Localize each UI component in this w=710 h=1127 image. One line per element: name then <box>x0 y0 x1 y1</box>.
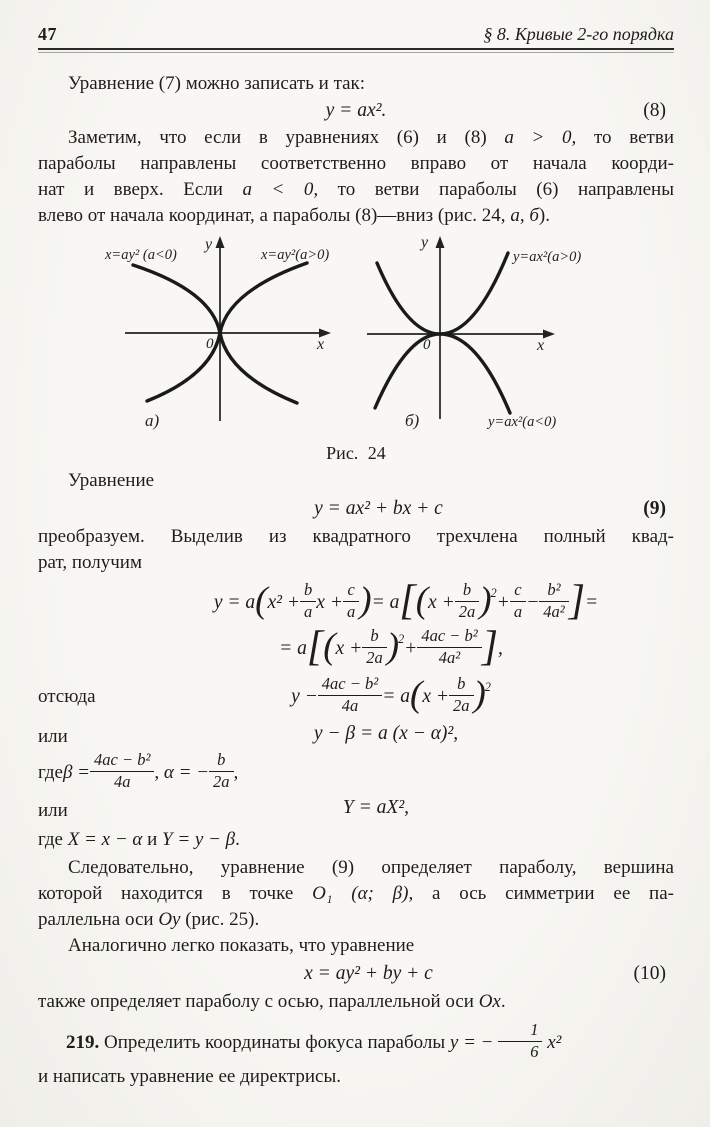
equation-body: Y = aX², <box>342 797 410 818</box>
numerator: b <box>304 579 313 599</box>
curve-label-a-negative: x=ay² (a<0) <box>105 247 177 263</box>
math-token: x + <box>316 592 343 613</box>
numerator: b <box>217 749 226 769</box>
denominator: 4a² <box>539 601 568 622</box>
math-token: y − <box>291 686 318 707</box>
fraction <box>498 1021 542 1062</box>
math-run: Ox <box>478 991 501 1012</box>
connective-word: или <box>38 726 68 747</box>
denominator: 2a <box>362 647 387 668</box>
text-run: (рис. 25). <box>180 909 260 930</box>
paragraph-line: Аналогично легко показать, что уравнение <box>68 935 415 956</box>
origin-label: 0 <box>423 337 431 353</box>
text-run: и <box>142 829 163 850</box>
math-token: = a <box>371 592 400 613</box>
fraction <box>417 627 481 668</box>
math-run: y = − <box>449 1031 499 1053</box>
paragraph-line <box>38 907 674 933</box>
paragraph <box>38 524 674 576</box>
fraction <box>300 581 316 622</box>
numerator: b <box>457 673 466 693</box>
math-token: + <box>496 592 510 613</box>
fraction <box>209 751 234 792</box>
math-token: + <box>404 638 418 659</box>
math-token: β = <box>62 762 90 783</box>
figure-24 <box>38 233 674 435</box>
equation-8-body: y = ax². <box>325 100 387 121</box>
paragraph-line <box>38 125 674 151</box>
text-run: а ось симметрии ее па- <box>413 883 674 904</box>
denominator: 4a <box>318 695 382 716</box>
math-token: y = a <box>213 592 256 613</box>
y-axis-arrow <box>216 236 225 248</box>
math-run: x² <box>542 1031 562 1053</box>
fraction <box>343 581 359 622</box>
text-run: Определить координаты фокуса параболы <box>99 1031 450 1053</box>
numerator: 4ac − b² <box>421 625 478 645</box>
math-token: x² + <box>267 592 301 613</box>
paragraph-line <box>38 881 674 907</box>
section-title: § 8. Кривые 2-го порядка <box>483 24 674 44</box>
equation-ili-1 <box>38 723 674 751</box>
parabola-right-lower-branch <box>220 333 297 403</box>
fraction <box>539 581 568 622</box>
page-number: 47 <box>38 24 57 44</box>
derivation-line-1: y = a ( x² + $\frac{b}{a}$ x + $\frac{c}{a}$ ) = a [ ( x + $\frac{b}{2a}$ ) $^2$ + $\frac{c}{a}$ − $\frac{\text{b²}}{\text{4a²}}$ ] = <box>213 578 599 624</box>
page-header <box>38 24 674 45</box>
text-run: то ветви <box>576 127 674 148</box>
numerator: c <box>347 579 355 599</box>
math-token: , α = − <box>154 762 210 783</box>
denominator: a <box>343 601 359 622</box>
math-token: x + <box>335 638 363 659</box>
equation-body: y − β = a (x − α)², <box>313 723 459 744</box>
numerator: b <box>370 625 379 645</box>
figure-24b-diagram <box>365 233 665 435</box>
fraction <box>510 581 526 622</box>
math-token: , <box>233 762 239 783</box>
derivation-line-2: = a [ ( x + $\frac{b}{2a}$ ) $^2$ + $\frac{\text{4ac − b²}}{\text{4a²}}$ ] , <box>279 624 503 670</box>
text-run: Заметим, что если в уравнениях (6) и (8) <box>68 127 505 148</box>
numerator: b <box>462 579 472 599</box>
fraction <box>455 581 480 622</box>
curve-label-a-negative: y=ax²(a<0) <box>488 414 557 430</box>
denominator: 4a² <box>417 647 481 668</box>
text-run: которой находится в точке <box>38 883 313 904</box>
equation-otsuda: отсюда y − $\frac{\text{4ac − b²}}{4a}$ = a ( x + $\frac{b}{2a}$ ) $^2$ <box>38 673 491 715</box>
equation-10 <box>38 963 674 985</box>
fraction <box>318 675 382 716</box>
equation-9-label: (9) <box>643 498 666 519</box>
equation-9 <box>38 498 674 520</box>
math-token: = <box>585 592 599 613</box>
text-run: где <box>38 762 63 783</box>
curve-label-a-positive: y=ax²(a>0) <box>513 249 582 265</box>
problem-219 <box>38 1020 674 1090</box>
fraction <box>449 675 474 716</box>
text-run: нат и вверх. Если <box>38 179 243 200</box>
numerator: 4ac − b² <box>94 749 151 769</box>
problem-line <box>38 1020 674 1064</box>
text-run: . <box>500 991 506 1012</box>
paragraph-line <box>38 203 674 229</box>
where-line-1 <box>38 751 674 795</box>
fraction <box>362 627 387 668</box>
figure-24a-diagram <box>65 233 365 435</box>
numerator: b² <box>547 579 561 599</box>
denominator: 2a <box>455 601 480 622</box>
text-run: . <box>235 829 240 850</box>
equation-10-label: (10) <box>633 963 666 984</box>
math-run: X = x − α <box>67 829 143 850</box>
math-token: = a <box>382 686 410 707</box>
figure-caption: Рис. 24 <box>326 443 386 463</box>
text-run: где <box>38 829 68 850</box>
math-run: a > 0, <box>504 127 577 148</box>
problem-line: и написать уравнение ее директрисы. <box>38 1065 341 1087</box>
parabola-up <box>377 253 508 334</box>
subfigure-a-label: а) <box>145 411 160 430</box>
x-axis-arrow <box>543 330 555 339</box>
equation-8 <box>38 100 674 122</box>
x-axis-label: x <box>537 337 545 354</box>
paragraph-line: Уравнение (7) можно записать и так: <box>68 73 366 94</box>
where-line-2 <box>38 827 674 853</box>
denominator: a <box>300 601 316 622</box>
paragraph-line: параболы направлены соответственно вправо от начала коорди- <box>38 153 674 174</box>
math-run: a < 0, <box>242 179 319 200</box>
math-token: , <box>498 638 503 659</box>
x-axis-label: x <box>317 336 325 353</box>
text-run: ). <box>538 205 550 226</box>
equation-8-label: (8) <box>643 100 666 121</box>
origin-label: 0 <box>206 336 214 352</box>
header-rule <box>38 48 674 53</box>
problem-number: 219. <box>66 1031 100 1053</box>
paragraph <box>38 125 674 229</box>
paragraph <box>38 855 674 933</box>
text-run: влево от начала координат, а параболы (8)—вниз (рис. 24, <box>38 205 511 226</box>
paragraph-line <box>38 177 674 203</box>
equation-9-body: y = ax² + bx + c <box>314 498 443 519</box>
numerator: 4ac − b² <box>321 673 379 693</box>
connective-word: отсюда <box>38 686 96 707</box>
math-token: x + <box>422 686 450 707</box>
text-run: также определяет параболу с осью, параллельной оси <box>38 991 479 1012</box>
connective-word: или <box>38 800 68 821</box>
y-axis-label: y <box>421 234 429 251</box>
fraction <box>90 751 154 792</box>
denominator: 4a <box>90 771 154 792</box>
parabola-left-upper-branch <box>133 265 220 333</box>
exponent: 2 <box>398 632 405 647</box>
math-run: Oy <box>158 909 181 930</box>
paragraph-line: Следовательно, уравнение (9) определяет параболу, вершина <box>68 857 674 878</box>
numerator: c <box>514 579 522 599</box>
math-run: O₁ (α; β), <box>312 883 414 904</box>
denominator: a <box>510 601 526 622</box>
exponent: 2 <box>490 586 497 601</box>
text-run: то ветви параболы (6) направлены <box>318 179 674 200</box>
parabola-right-upper-branch <box>220 263 307 333</box>
equation-ili-2 <box>38 797 674 825</box>
math-token: = a <box>279 638 307 659</box>
equation-10-body: x = ay² + by + c <box>304 963 433 984</box>
paragraph-line: преобразуем. Выделив из квадратного трехчлена полный квад- <box>38 526 674 547</box>
y-axis-label: y <box>205 236 213 253</box>
paragraph-line <box>38 989 674 1015</box>
math-token: − <box>526 592 540 613</box>
paragraph-line: Уравнение <box>68 470 155 491</box>
parabola-down <box>375 334 510 413</box>
curve-label-a-positive: x=ay²(a>0) <box>261 247 330 263</box>
numerator: 1 <box>530 1020 539 1039</box>
paragraph-line: рат, получим <box>38 552 142 573</box>
text-run: раллельна оси <box>38 909 159 930</box>
math-run: а, б <box>510 205 539 226</box>
denominator: 2a <box>449 695 474 716</box>
denominator: 2a <box>209 771 234 792</box>
subfigure-b-label: б) <box>405 411 420 430</box>
y-axis-arrow <box>436 236 445 248</box>
math-token: x + <box>428 592 455 613</box>
denominator: 6 <box>498 1041 542 1062</box>
exponent: 2 <box>484 680 491 695</box>
math-run: Y = y − β <box>162 829 236 850</box>
